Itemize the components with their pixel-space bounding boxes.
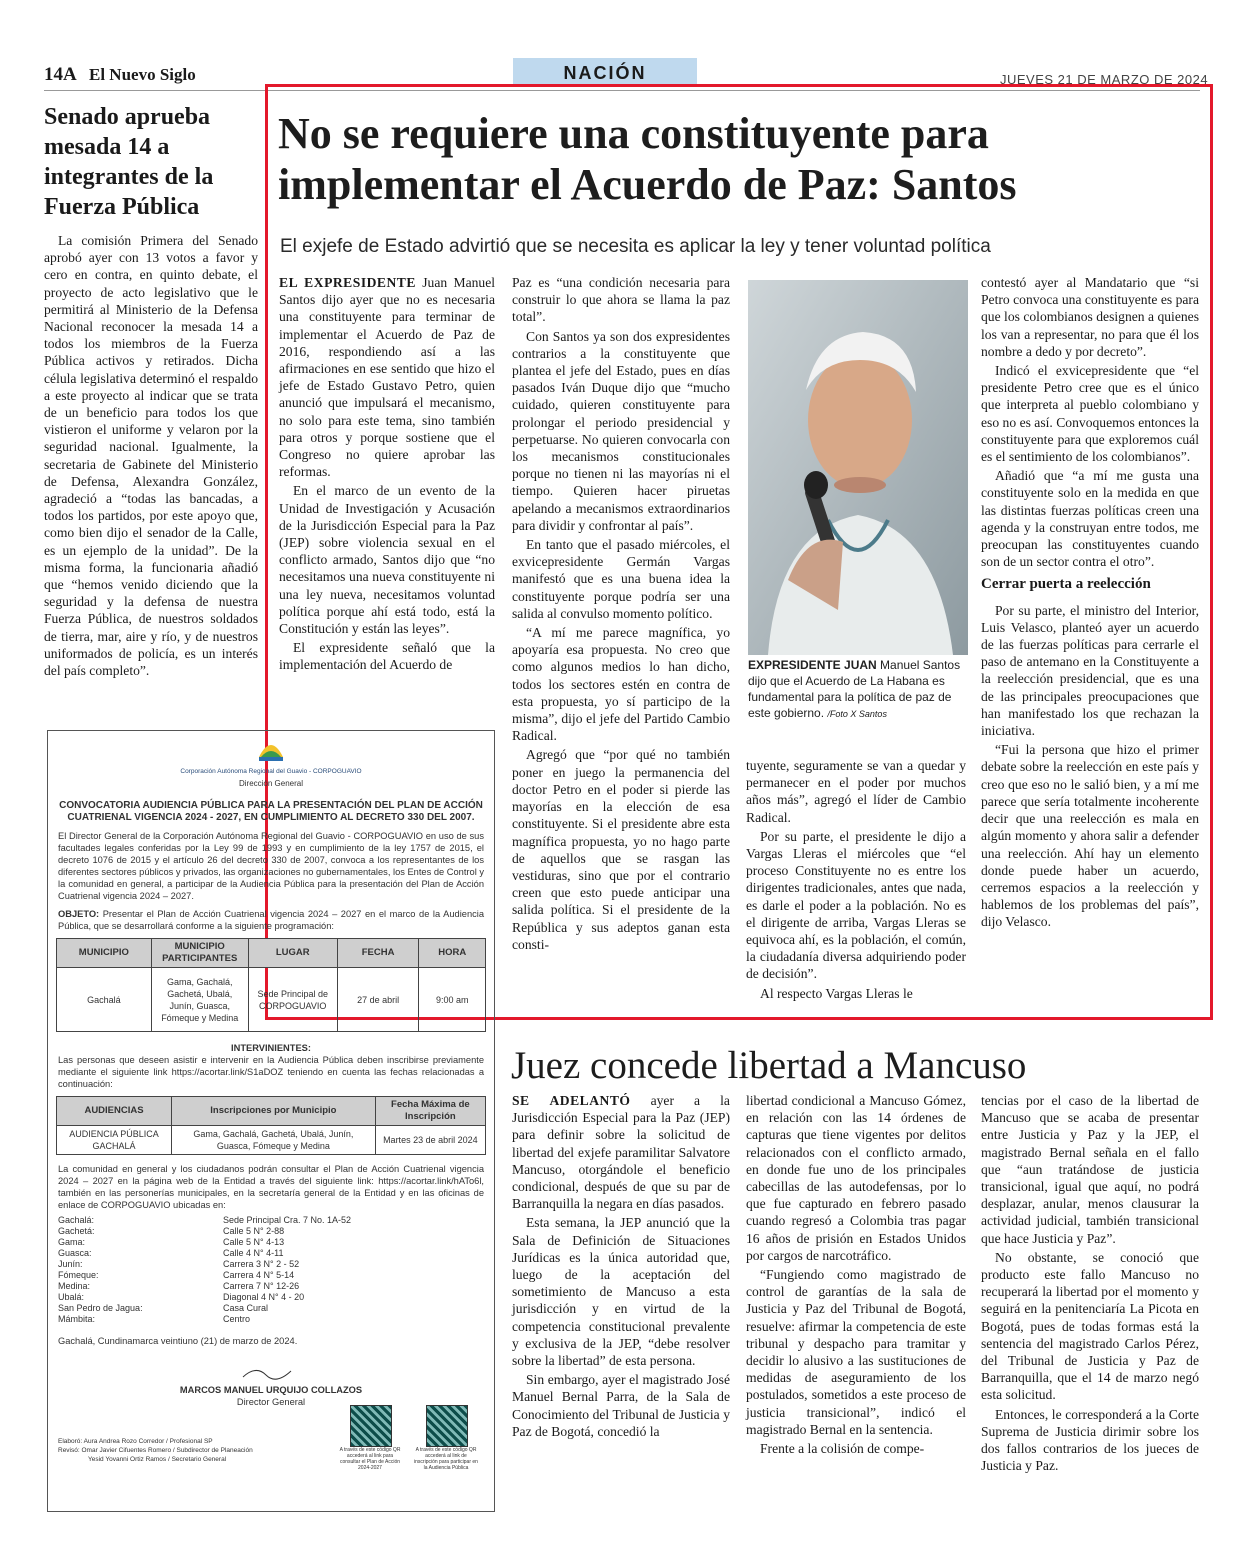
paragraph: “Fui la persona que hizo el primer debate sobre la reelección en este país y creo que eso no le salió bien, y a mí me parece que sería totalmente incoherente decir que una reelección es mala en algún momento y ahora salir a defender una reelección. Ahí hay un elemento donde puede haber un acuerdo, cerremos espacios a la reelección y hablemos de los problemas del país”, dijo Velasco. — [981, 742, 1199, 930]
table-header: FECHA — [337, 939, 419, 968]
table-cell: Gama, Gachalá, Gachetá, Ubalá, Junín, Guasca, Fómeque y Medina — [172, 1126, 376, 1155]
table-header: Inscripciones por Municipio — [172, 1097, 376, 1126]
table-cell: 9:00 am — [419, 968, 486, 1032]
issue-date: JUEVES 21 DE MARZO DE 2024 — [1000, 72, 1209, 87]
paragraph: Frente a la colisión de compe- — [760, 1441, 925, 1457]
table-cell: AUDIENCIA PÚBLICA GACHALÁ — [57, 1126, 172, 1155]
table-cell: Gama, Gachalá, Gachetá, Ubalá, Junín, Guasca, Fómeque y Medina — [151, 968, 248, 1032]
paragraph: La comisión Primera del Senado aprobó ayer con 13 votos a favor y cero en contra, en quinto debate, el proyecto de acto legislativo que le permitirá al Ministerio de la Defensa Nacional reconocer la mesada 14 a todos los miembros de la Fuerza Pública activos y retirados. Dicha célula legislativa determinó el respaldo a este proyecto al indicar que se trata de un beneficio para todos los que vistieron el uniforme y velaron por la seguridad nacional. Igualmente, la secretaria de Gabinete del Ministerio de Defensa, Alexandra González, agradeció a “todas las bancadas, a todos los partidos, por este apoyo que, como bien dijo el senador de la Calle, es un ejemplo de la unidad”. De la misma forma, la funcionaria añadió que “hemos venido diciendo que la seguridad y la defensa de nuestra Fuerza Pública, de nuestros soldados de tierra, mar, aire y río, y de nuestros uniformados de policía, es un interés del país completo”. — [44, 233, 258, 679]
paragraph: tencias por el caso de la libertad de Mancuso que se acaba de presentar entre Justicia y Paz y la JEP, el magistrado Bernal señala en el fallo que “aun tratándose de justicia transicional, igual que aquí, no podrá desplazar, anular, menos clausurar la actividad judicial, también transicional que hace Justicia y Paz”. — [981, 1093, 1199, 1246]
photo-illustration — [748, 280, 968, 655]
objeto-label: OBJETO: — [58, 909, 100, 919]
paragraph: No obstante, se conoció que producto este fallo Mancuso no recuperará la libertad por el momento y seguirá en la penitenciaría La Picota en Bogotá, pues de todas formas está la sentencia del magistrado Carlos Pérez, del Tribunal de Justicia y Paz de Barranquilla, que el 14 de marzo negó esta solicitud. — [981, 1249, 1199, 1403]
credit-line: Revisó: Omar Javier Cifuentes Romero / Subdirector de Planeación — [58, 1447, 253, 1454]
main-headline: No se requiere una constituyente para implementar el Acuerdo de Paz: Santos — [278, 109, 1017, 209]
address-row: Junín: Carrera 3 N° 2 - 52 — [58, 1259, 300, 1269]
consult-text: La comunidad en general y los ciudadanos podrán consultar el Plan de Acción Cuatrienal vigencia 2024 – 2027 en la página web de la Entidad a través del siguiente link: https://acortar.link/hATo6l, también en las personerías municipales, en la secretaría general de la Entidad y en las oficinas de enlace de CORPOGUAVIO ubicadas en: — [58, 1164, 484, 1210]
address-row: Gachetá: Calle 5 N° 2-88 — [58, 1226, 285, 1236]
qr-code-icon — [350, 1405, 392, 1447]
side-article-title: Senado aprueba mesada 14 a integrantes de la Fuerza Pública — [44, 104, 214, 220]
table-cell: 27 de abril — [337, 968, 419, 1032]
paragraph: Añadió que “a mí me gusta una constituyente solo en la medida en que las distintas fuerzas políticas creen una agenda y la construyan entre todos, me preocupan las constituyentes cuando son de un sector contra el otro”. — [981, 468, 1199, 570]
photo-credit: /Foto X Santos — [827, 709, 887, 719]
paragraph: Al respecto Vargas Lleras le — [760, 985, 913, 1001]
address-row: Fómeque: Carrera 4 N° 5-14 — [58, 1270, 295, 1280]
paragraph: tuyente, seguramente se van a quedar y permanecer en el poder por muchos años más”, agregó el líder de Cambio Radical. — [746, 758, 966, 825]
main-col-1 — [279, 274, 495, 676]
lead-in: SE ADELANTÓ — [512, 1093, 631, 1108]
table-header: MUNICIPIO PARTICIPANTES — [151, 939, 248, 968]
paragraph: En tanto que el pasado miércoles, el exvicepresidente Germán Vargas manifestó que es una buena idea la constituyente porque podría ser una salida al convulso momento político. — [512, 537, 730, 621]
paragraph: Paz es “una condición necesaria para construir lo que ahora se llama la paz total”. — [512, 275, 730, 325]
qr-caption: A través de este código QR accederá al link para consultar el Plan de Acción 2024-2027 — [339, 1447, 401, 1471]
table-header: Fecha Máxima de Inscripción — [375, 1097, 485, 1126]
paragraph: Con Santos ya son dos expresidentes contrarios a la constituyente que plantea el jefe del Estado, pues en días pasados Iván Duque dijo que “mucho cuidado, quieren constituyente para prolongar el periodo presidencial y perpetuarse. No quieren convocarla con los mecanismos constitucionales porque no tienen ni las mayorías ni el tiempo. Quieren hacer piruetas apelando a mecanismos extraordinarios para dividir y confrontar al país”. — [512, 328, 730, 533]
photo-caption — [748, 657, 966, 722]
page-number: 14A — [44, 64, 77, 85]
org-name: Corporación Autónoma Regional del Guavio - CORPOGUAVIO — [180, 768, 362, 775]
table-cell: Sede Principal de CORPOGUAVIO — [248, 968, 337, 1032]
lead-in: EL EXPRESIDENTE — [279, 275, 416, 290]
address-row: Guasca: Calle 4 N° 4-11 — [58, 1248, 284, 1258]
schedule-table — [56, 938, 486, 1032]
paragraph: Indicó el exvicepresidente que “el presidente Petro cree que es el único que interpreta al pueblo colombiano y eso no es así. Convoquemos entonces la constituyente para que exploremos cuál es el sentimiento de los colombianos”. — [981, 363, 1199, 465]
table-header: MUNICIPIO — [57, 939, 152, 968]
table-cell: Gachalá — [57, 968, 152, 1032]
section-tab: NACIÓN — [513, 58, 697, 86]
address-list — [58, 1215, 358, 1325]
ad-title: CONVOCATORIA AUDIENCIA PÚBLICA PARA LA PRESENTACIÓN DEL PLAN DE ACCIÓN CUATRIENAL VIGENCIA 2024 - 2027, EN CUMPLIMIENTO AL DECRETO 330 DEL 2007. — [59, 800, 483, 823]
corpoguavio-logo-icon — [257, 737, 285, 763]
table-header: LUGAR — [248, 939, 337, 968]
intervinientes-title: INTERVINIENTES: — [231, 1043, 311, 1053]
org-department: Dirección General — [238, 779, 304, 788]
paragraph: Juan Manuel Santos dijo ayer que no es necesaria una constituyente para terminar de implementar el Acuerdo de Paz de 2016, respondiendo así a las afirmaciones en ese sentido que hizo el jefe de Estado Gustavo Petro, quien anunció que impulsará el mecanismo, no solo para este tema, sino también para otros y porque sostiene que el Congreso no quiere aprobar las reformas. — [279, 275, 496, 480]
paragraph: Sin embargo, ayer el magistrado José Manuel Bernal Parra, de la Sala de Conocimiento del Tribunal de Justicia y Paz de Bogotá, concedió la — [512, 1372, 730, 1439]
paragraph: Por su parte, el ministro del Interior, Luis Velasco, planteó ayer un acuerdo de las fuerzas políticas para cerrarle el paso de antemano en la Constituyente a la reelección presidencial, que es una de las principales preocupaciones que han manifestado los que rechazan la iniciativa. — [981, 602, 1199, 739]
side-article-body — [44, 232, 258, 681]
paragraph: libertad condicional a Mancuso Gómez, en relación con las 14 órdenes de capturas que tiene vigentes por delitos relacionados con el conflicto armado, en donde fue uno de los principales cabecillas de las autodefensas, por lo que fue capturado en febrero pasado cuando regresó a Colombia tras pagar 16 años de prisión en Estados Unidos por cargos de narcotráfico. — [746, 1093, 966, 1263]
main-col-4 — [981, 274, 1199, 933]
address-row: Mámbita: Centro — [58, 1314, 251, 1324]
page-header — [44, 64, 196, 86]
paragraph: Entonces, le corresponderá a la Corte Suprema de Justicia dirimir sobre los dos fallos contrarios de los jueces de Justicia y Paz. — [981, 1406, 1199, 1474]
intervinientes-text: Las personas que deseen asistir e intervenir en la Audiencia Pública deben inscribirse previamente mediante el siguiente link https://acortar.link/S1aDOZ teniendo en cuenta las fechas relacionadas a continuación: — [58, 1055, 484, 1089]
caption-lead: EXPRESIDENTE JUAN — [748, 658, 877, 672]
qr-code-icon — [426, 1405, 468, 1447]
table-cell: Martes 23 de abril 2024 — [375, 1126, 485, 1155]
place-date: Gachalá, Cundinamarca veintiuno (21) de marzo de 2024. — [58, 1336, 298, 1346]
paragraph: Agregó que “por qué no también poner en juego la permanencia del doctor Petro en el poder si pierde las mayorías en la elección de esa constituyente. Si el presidente abre esta magnífica propuesta, yo no hago parte de aquellos que se rasgan las vestiduras, sino que por el contrario creen que esto puede anticipar una salida política. Si el presidente de la República y sus adeptos ganan esta consti- — [512, 747, 730, 952]
second-col-3 — [981, 1092, 1199, 1476]
paragraph: En el marco de un evento de la Unidad de Investigación y Acusación de la Jurisdicción Especial para la Paz (JEP) sobre violencia sexual en el conflicto armado, Santos dijo que “no necesitamos una nueva constituyente ni una ley nueva, necesitamos voluntad política porque ahí está todo, está la Constitución y están las leyes”. — [279, 483, 495, 637]
signature-block — [48, 1365, 494, 1408]
address-row: Ubalá: Diagonal 4 N° 4 - 20 — [58, 1292, 305, 1302]
objeto-text: Presentar el Plan de Acción Cuatrienal vigencia 2024 – 2027 en el marco de la Audiencia Pública, que se desarrollará conforme a la siguiente programación: — [58, 909, 484, 931]
address-row: Gachalá: Sede Principal Cra. 7 No. 1A-52 — [58, 1215, 352, 1225]
second-headline: Juez concede libertad a Mancuso — [511, 1044, 1027, 1087]
main-col-3 — [746, 757, 966, 1004]
corpoguavio-ad — [47, 730, 495, 1512]
registration-table — [56, 1096, 486, 1155]
signature-icon — [241, 1365, 301, 1381]
paragraph: Por su parte, el presidente le dijo a Vargas Lleras el miércoles que “el proceso Constituyente no es entre los dirigentes tradicionales, antes que nada, es darle el poder a la población. No es el dirigente de arriba, Vargas Lleras se equivoca ahí, es la población, el común, la ciudadanía diversa adquiriendo poder de decisión”. — [746, 828, 966, 982]
signer-role: Director General — [236, 1397, 306, 1407]
credit-line: Elaboró: Aura Andrea Rozo Corredor / Profesional SP — [58, 1438, 213, 1445]
paragraph: El expresidente señaló que la implementación del Acuerdo de — [279, 640, 495, 673]
credits — [58, 1437, 253, 1464]
newspaper-name: El Nuevo Siglo — [88, 65, 196, 84]
paragraph: Esta semana, la JEP anunció que la Sala de Definición de Situaciones Jurídicas es la única autoridad que, luego de la aceptación del sometimiento de Mancuso a esta jurisdicción y en virtud de la competencia constitucional prevalente y exclusiva de la JEP, “debe resolver sobre la libertad” de esta persona. — [512, 1215, 730, 1369]
caption-text: Manuel Santos dijo que el Acuerdo de La Habana es fundamental para la política de paz de este gobierno. — [748, 658, 961, 720]
paragraph: “A mí me parece magnífica, yo apoyaría esa propuesta. No creo que como algunos medios lo han dicho, todos los sectores estén en contra de esta propuesta, yo sí participo de la misma”, dijo el jefe del Partido Cambio Radical. — [512, 625, 730, 744]
table-header: AUDIENCIAS — [57, 1097, 172, 1126]
ad-objeto — [48, 908, 494, 932]
qr-caption: A través de este código QR accederá al link de inscripción para participar en la Audiencia Pública — [414, 1447, 478, 1471]
signer-name: MARCOS MANUEL URQUIJO COLLAZOS — [179, 1385, 363, 1395]
ad-intro: El Director General de la Corporación Autónoma Regional del Guavio - CORPOGUAVIO en uso de sus facultades legales conferidas por la Ley 99 de 1993 y en cumplimiento de la ley 1757 de 2015, el decreto 1076 de 2015 y el artículo 26 del decreto 330 de 2007, convoca a los representantes de los diferentes sectores públicos y privados, las organizaciones no gubernamentales, los Entes de Control y la comunidad en general, a participar de la Audiencia Pública para la presentación del Plan de Acción Cuatrienal vigencia 2024 – 2027. — [58, 831, 484, 901]
table-header: HORA — [419, 939, 486, 968]
address-row: San Pedro de Jagua: Casa Cural — [58, 1303, 269, 1313]
subsection-heading: Cerrar puerta a reelección — [981, 576, 1151, 593]
main-col-2 — [512, 274, 730, 955]
paragraph: ayer a la Jurisdicción Especial para la Paz (JEP) para definir sobre la solicitud de libertad del exjefe paramilitar Salvatore Mancuso, otorgándole el beneficio condicional, después de que su par de Barranquilla la negara en días pasados. — [512, 1093, 730, 1212]
paragraph: “Fungiendo como magistrado de control de garantías de la sala de Justicia y Paz del Tribunal de Bogotá, resuelve: afirmar la competencia de este tribunal y despacho para tramitar y decidir lo alusivo a las sustituciones de medidas de aseguramiento de los postulados, sometidos a este proceso de justicia transicional”, indicó el magistrado Bernal en la sentencia. — [746, 1267, 966, 1437]
address-row: Gama: Calle 5 N° 4-13 — [58, 1237, 285, 1247]
org-logo — [48, 737, 494, 766]
second-col-1 — [512, 1092, 730, 1442]
address-row: Medina: Carrera 7 N° 12-26 — [58, 1281, 300, 1291]
second-col-2 — [746, 1092, 966, 1459]
main-subhead: El exjefe de Estado advirtió que se necesita es aplicar la ley y tener voluntad política — [280, 236, 991, 257]
santos-photo — [748, 280, 968, 655]
credit-line: Yesid Yovanni Ortiz Ramos / Secretario General — [88, 1456, 227, 1463]
paragraph: contestó ayer al Mandatario que “si Petro convoca una constituyente es para que los colombianos designen a quienes los van a representar, no para que él los nombre a dedo y por decreto”. — [981, 275, 1199, 359]
